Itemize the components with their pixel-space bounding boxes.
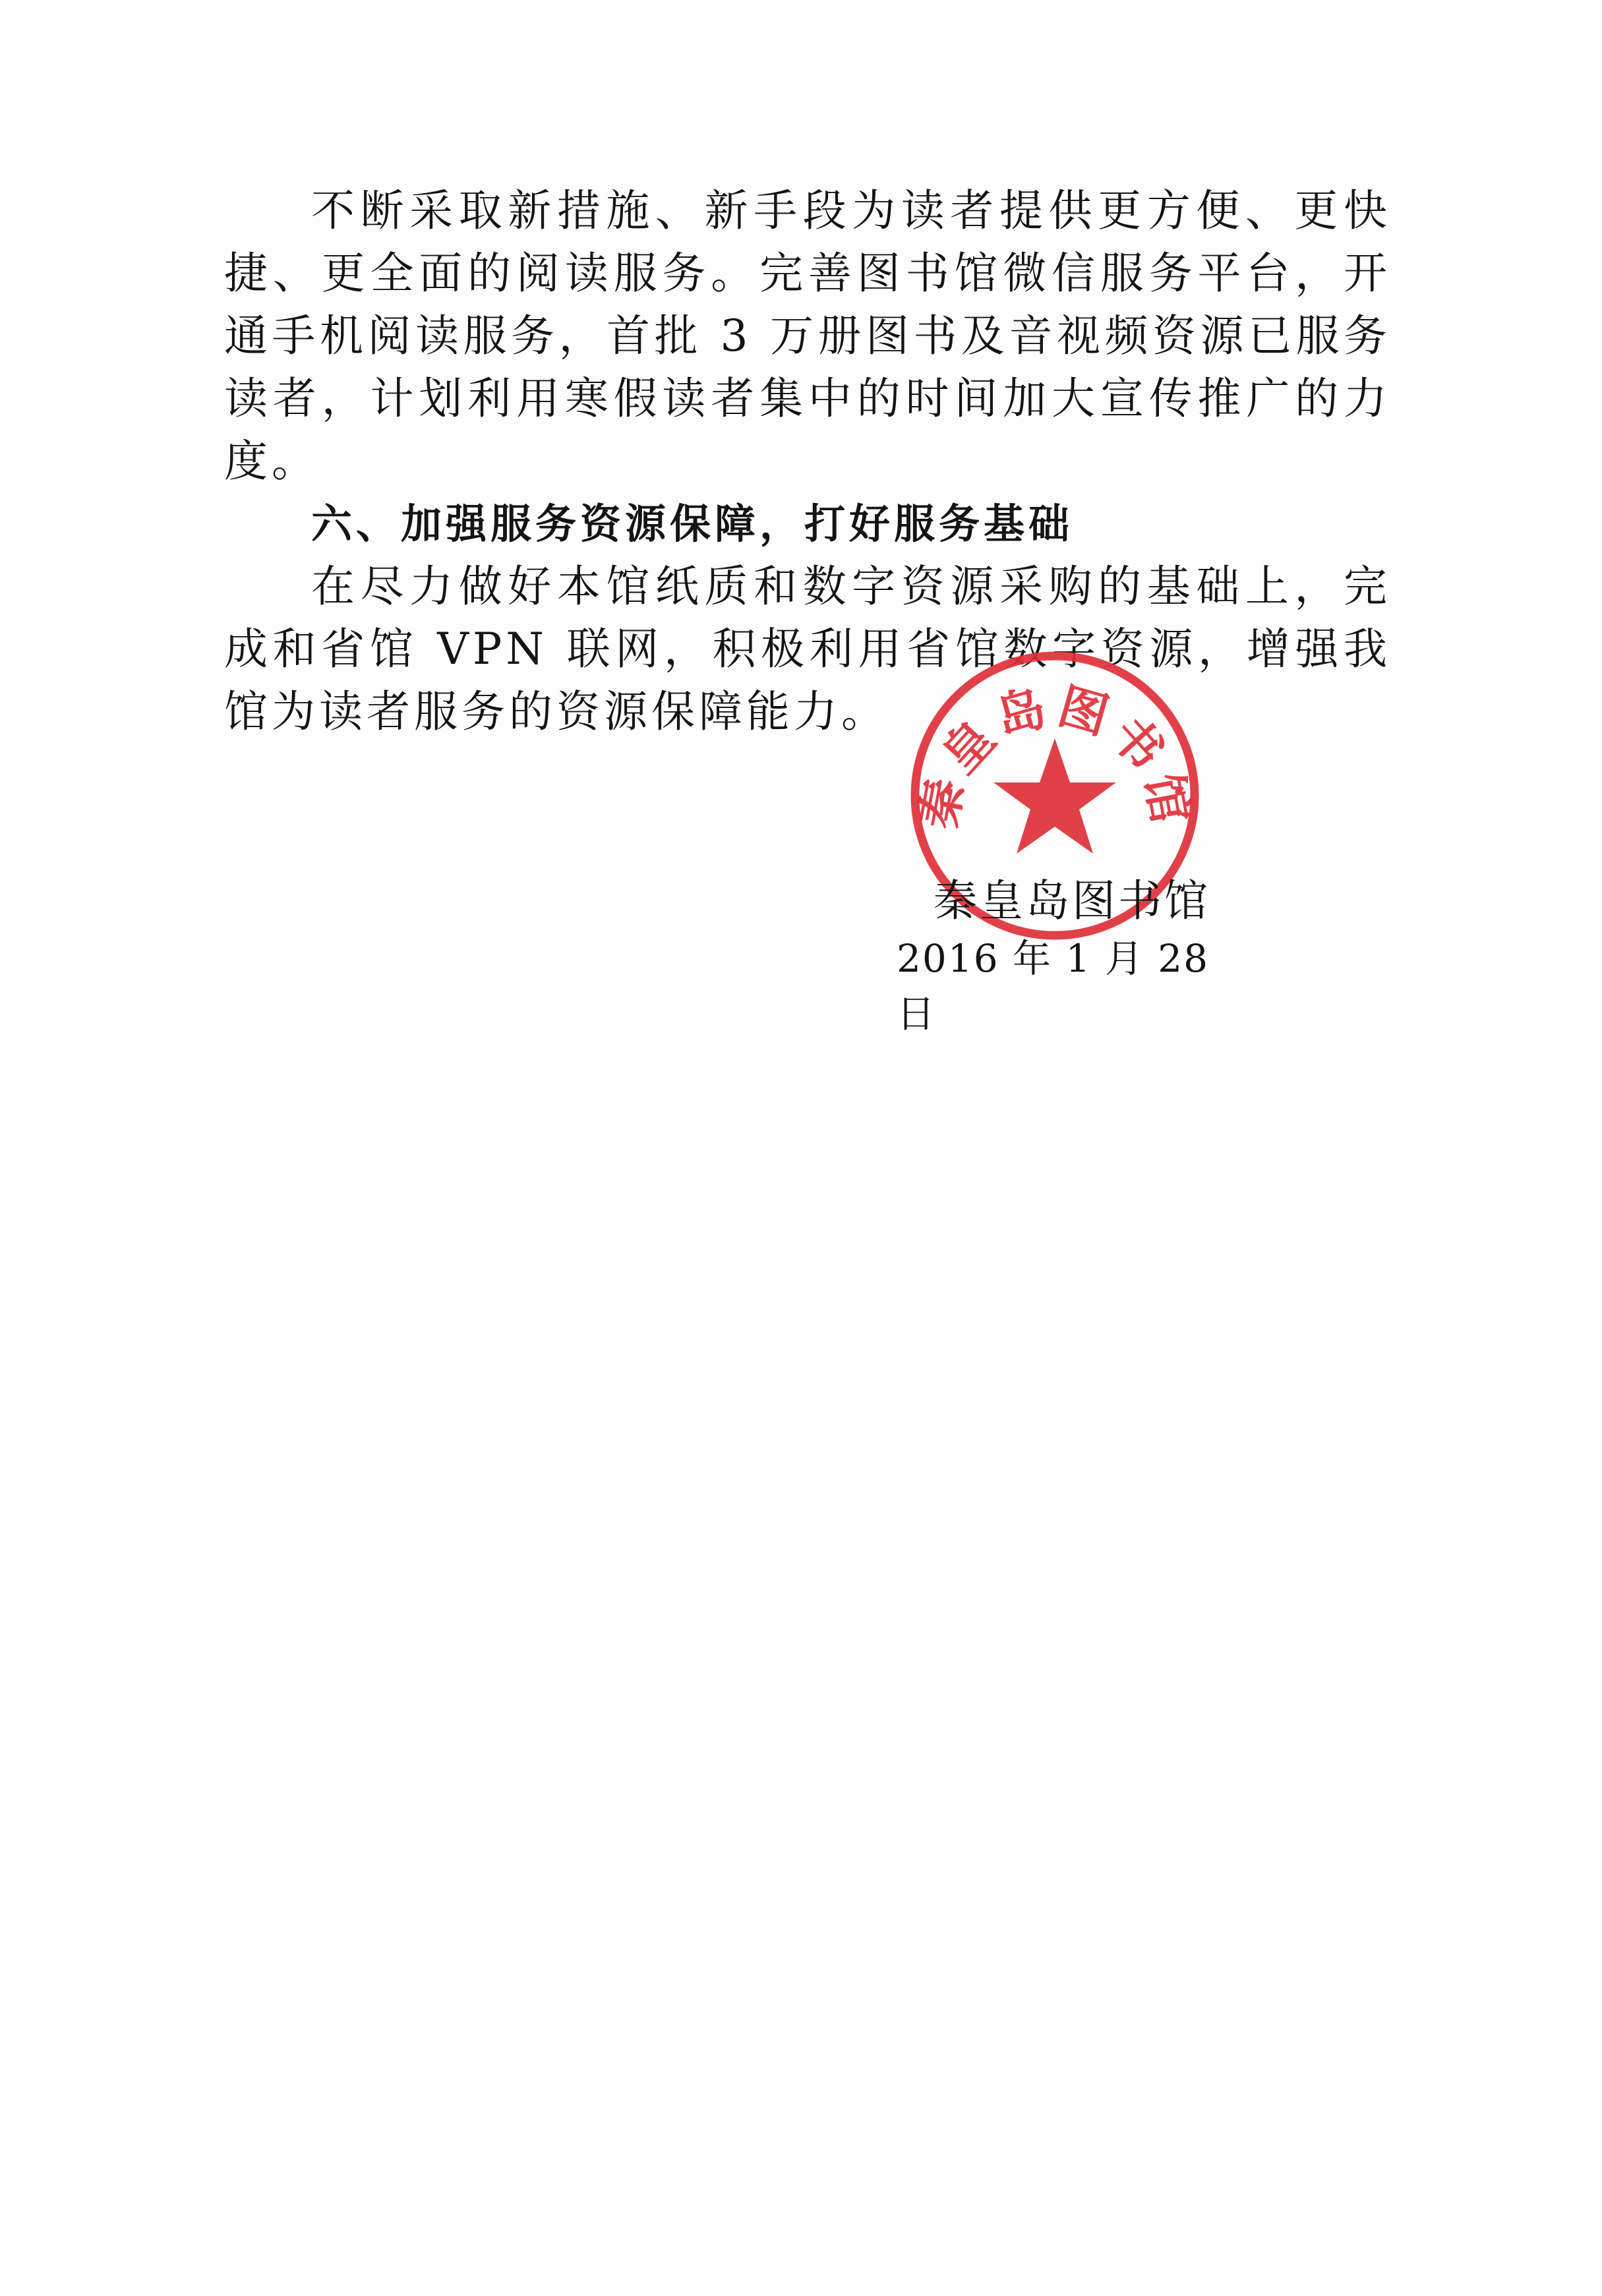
signature-organization: 秦皇岛图书馆: [934, 875, 1210, 926]
document-body: [224, 179, 1391, 743]
signature-block: [897, 871, 1239, 1042]
section-heading: 六、加强服务资源保障，打好服务基础: [311, 500, 1074, 548]
scan-artifact: [1359, 323, 1379, 340]
paragraph: 在尽力做好本馆纸质和数字资源采购的基础上，完成和省馆 VPN 联网，积极利用省馆数字资源，增强我馆为读者服务的资源保障能力。: [224, 561, 1391, 737]
paragraph: 不断采取新措施、新手段为读者提供更方便、更快捷、更全面的阅读服务。完善图书馆微信服务平台，开通手机阅读服务，首批 3 万册图书及音视频资源已服务读者，计划利用寒假读者集中的时间加大宣传推广的力度。: [224, 185, 1391, 486]
star-icon: [994, 738, 1116, 854]
signature-date: 2016 年 1 月 28 日: [897, 936, 1210, 1036]
seal-text: 秦皇岛图书馆: [910, 678, 1200, 833]
